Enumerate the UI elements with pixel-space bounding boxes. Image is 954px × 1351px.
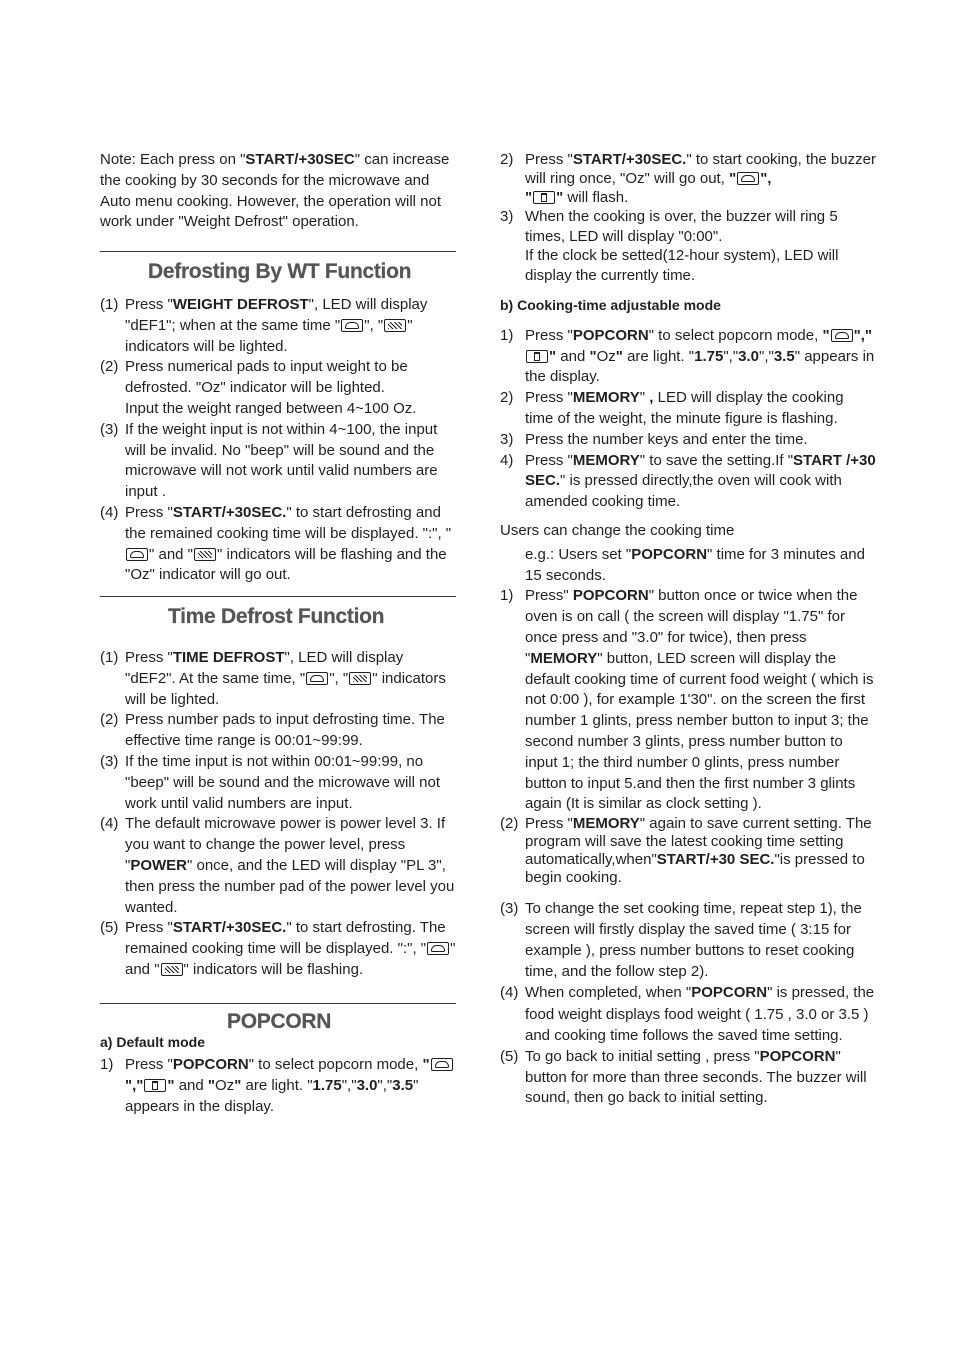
list-item: (1) Press "WEIGHT DEFROST", LED will display "dEF1"; when at the same time " ", " " indicators will be lighted.: [100, 295, 428, 355]
divider: [100, 1003, 456, 1004]
defrost-icon: [194, 548, 216, 561]
list-item: (2) Press numerical pads to input weight to be defrosted. "Oz" indicator will be lighted. Input the weight ranged between 4~100 Oz.: [100, 358, 417, 417]
food-icon: [431, 1058, 453, 1071]
divider: [100, 596, 456, 597]
list-item: (2) Press "MEMORY" again to save current setting. The program will save the latest cooking time setting automatically,when"START/+30 SEC."is pressed to begin cooking.: [500, 815, 872, 887]
defrost-icon: [161, 963, 183, 976]
left-column: [100, 150, 456, 1118]
list-item: (4) Press "START/+30SEC." to start defrosting and the remained cooking time will be displayed. ":", "" and " " indicators will be flashing and the "Oz" indicator will go out.: [100, 503, 452, 584]
list-item: (4) The default microwave power is power level 3. If you want to change the power level, press "POWER" once, and the LED will display "PL 3", then press the number pad of the power level you wanted.: [100, 815, 455, 916]
subheading-adjustable-mode: b) Cooking-time adjustable mode: [500, 297, 721, 313]
list-item: 1) Press "POPCORN" to select popcorn mode, " ","" and "Oz" are light. "1.75","3.0","3.5" appears in the display.: [500, 326, 875, 386]
users-paragraph: Users can change the cooking time: [500, 521, 735, 539]
list-item: 1) Press" POPCORN" button once or twice when the oven is on call ( the screen will display "1.75" for once press and "3.0" for twice), then press "MEMORY" button, LED screen will display the default cooking time of current food weight ( which is not 0:00 ), for example 1'30". on the screen the first number 1 glints, press nember button to input 3; the second number 3 glints, press number button to input 1; the third number 0 glints, press number button to input 5.and then the first number 3 glints again (It is similar as clock setting ).: [500, 587, 874, 813]
list-item: (5) To go back to initial setting , press "POPCORN" button for more than three seconds. The buzzer will sound, then go back to initial setting.: [500, 1047, 867, 1107]
divider: [100, 251, 456, 252]
popcorn-bag-icon: [533, 191, 555, 204]
right-column: [500, 150, 876, 1109]
list-item: 3) When the cooking is over, the buzzer will ring 5 times, LED will display "0:00". If the clock be setted(12-hour system), LED will display the currently time.: [500, 208, 839, 284]
list-item: 1) Press "POPCORN" to select popcorn mode, ""," " and "Oz" are light. "1.75","3.0","3.5" appears in the display.: [100, 1055, 456, 1117]
list-item: (4) When completed, when "POPCORN" is pressed, the food weight displays food weight ( 1.75 , 3.0 or 3.5 ) and cooking time follows the saved time setting.: [500, 984, 875, 1045]
food-icon: [427, 942, 449, 955]
section-title-wt: Defrosting By WT Function: [148, 260, 412, 284]
food-icon: [831, 329, 853, 342]
defrost-icon: [384, 319, 406, 332]
example-paragraph: e.g.: Users set "POPCORN" time for 3 minutes and 15 seconds.: [525, 545, 865, 584]
defrost-icon: [349, 672, 371, 685]
subheading-default-mode: a) Default mode: [100, 1034, 206, 1051]
list-item: 3) Press the number keys and enter the time.: [500, 430, 808, 448]
list-item: (3) If the time input is not within 00:01~99:99, no "beep" will be sound and the microwave will not work until valid numbers are input.: [100, 752, 440, 812]
note-paragraph: Note: Each press on "START/+30SEC" can increase the cooking by 30 seconds for the microwave and Auto menu cooking. However, the operation will not work under "Weight Defrost" operation.: [100, 151, 450, 231]
food-icon: [737, 172, 759, 185]
list-item: (5) Press "START/+30SEC." to start defrosting. The remained cooking time will be displayed. ":", " " and " " indicators will be flashing.: [100, 919, 456, 978]
list-item: (3) If the weight input is not within 4~100, the input will be invalid. No "beep" will be sound and the microwave will not work until valid numbers are input .: [100, 420, 438, 501]
list-item: 2) Press "START/+30SEC." to start cooking, the buzzer will ring once, "Oz" will go out, " ", " " will flash.: [500, 151, 876, 206]
food-icon: [126, 548, 148, 561]
popcorn-bag-icon: [144, 1079, 166, 1092]
list-item: (3) To change the set cooking time, repeat step 1), the screen will firstly display the saved time ( 3:15 for example ), press number buttons to reset cooking time, and the follow step 2).: [500, 900, 862, 980]
list-item: (1) Press "TIME DEFROST", LED will display "dEF2". At the same time, " ", " " indicators will be lighted.: [100, 648, 446, 708]
section-title-time-defrost: Time Defrost Function: [168, 605, 385, 629]
food-icon: [306, 672, 328, 685]
popcorn-bag-icon: [526, 350, 548, 363]
list-item: 2) Press "MEMORY" , LED will display the cooking time of the weight, the minute figure is flashing.: [500, 389, 844, 427]
food-icon: [341, 319, 363, 332]
section-title-popcorn: POPCORN: [227, 1009, 332, 1033]
list-item: (2) Press number pads to input defrosting time. The effective time range is 00:01~99:99.: [100, 711, 445, 750]
list-item: 4) Press "MEMORY" to save the setting.If "START /+30 SEC." is pressed directly,the oven will cook with amended cooking time.: [500, 451, 876, 511]
